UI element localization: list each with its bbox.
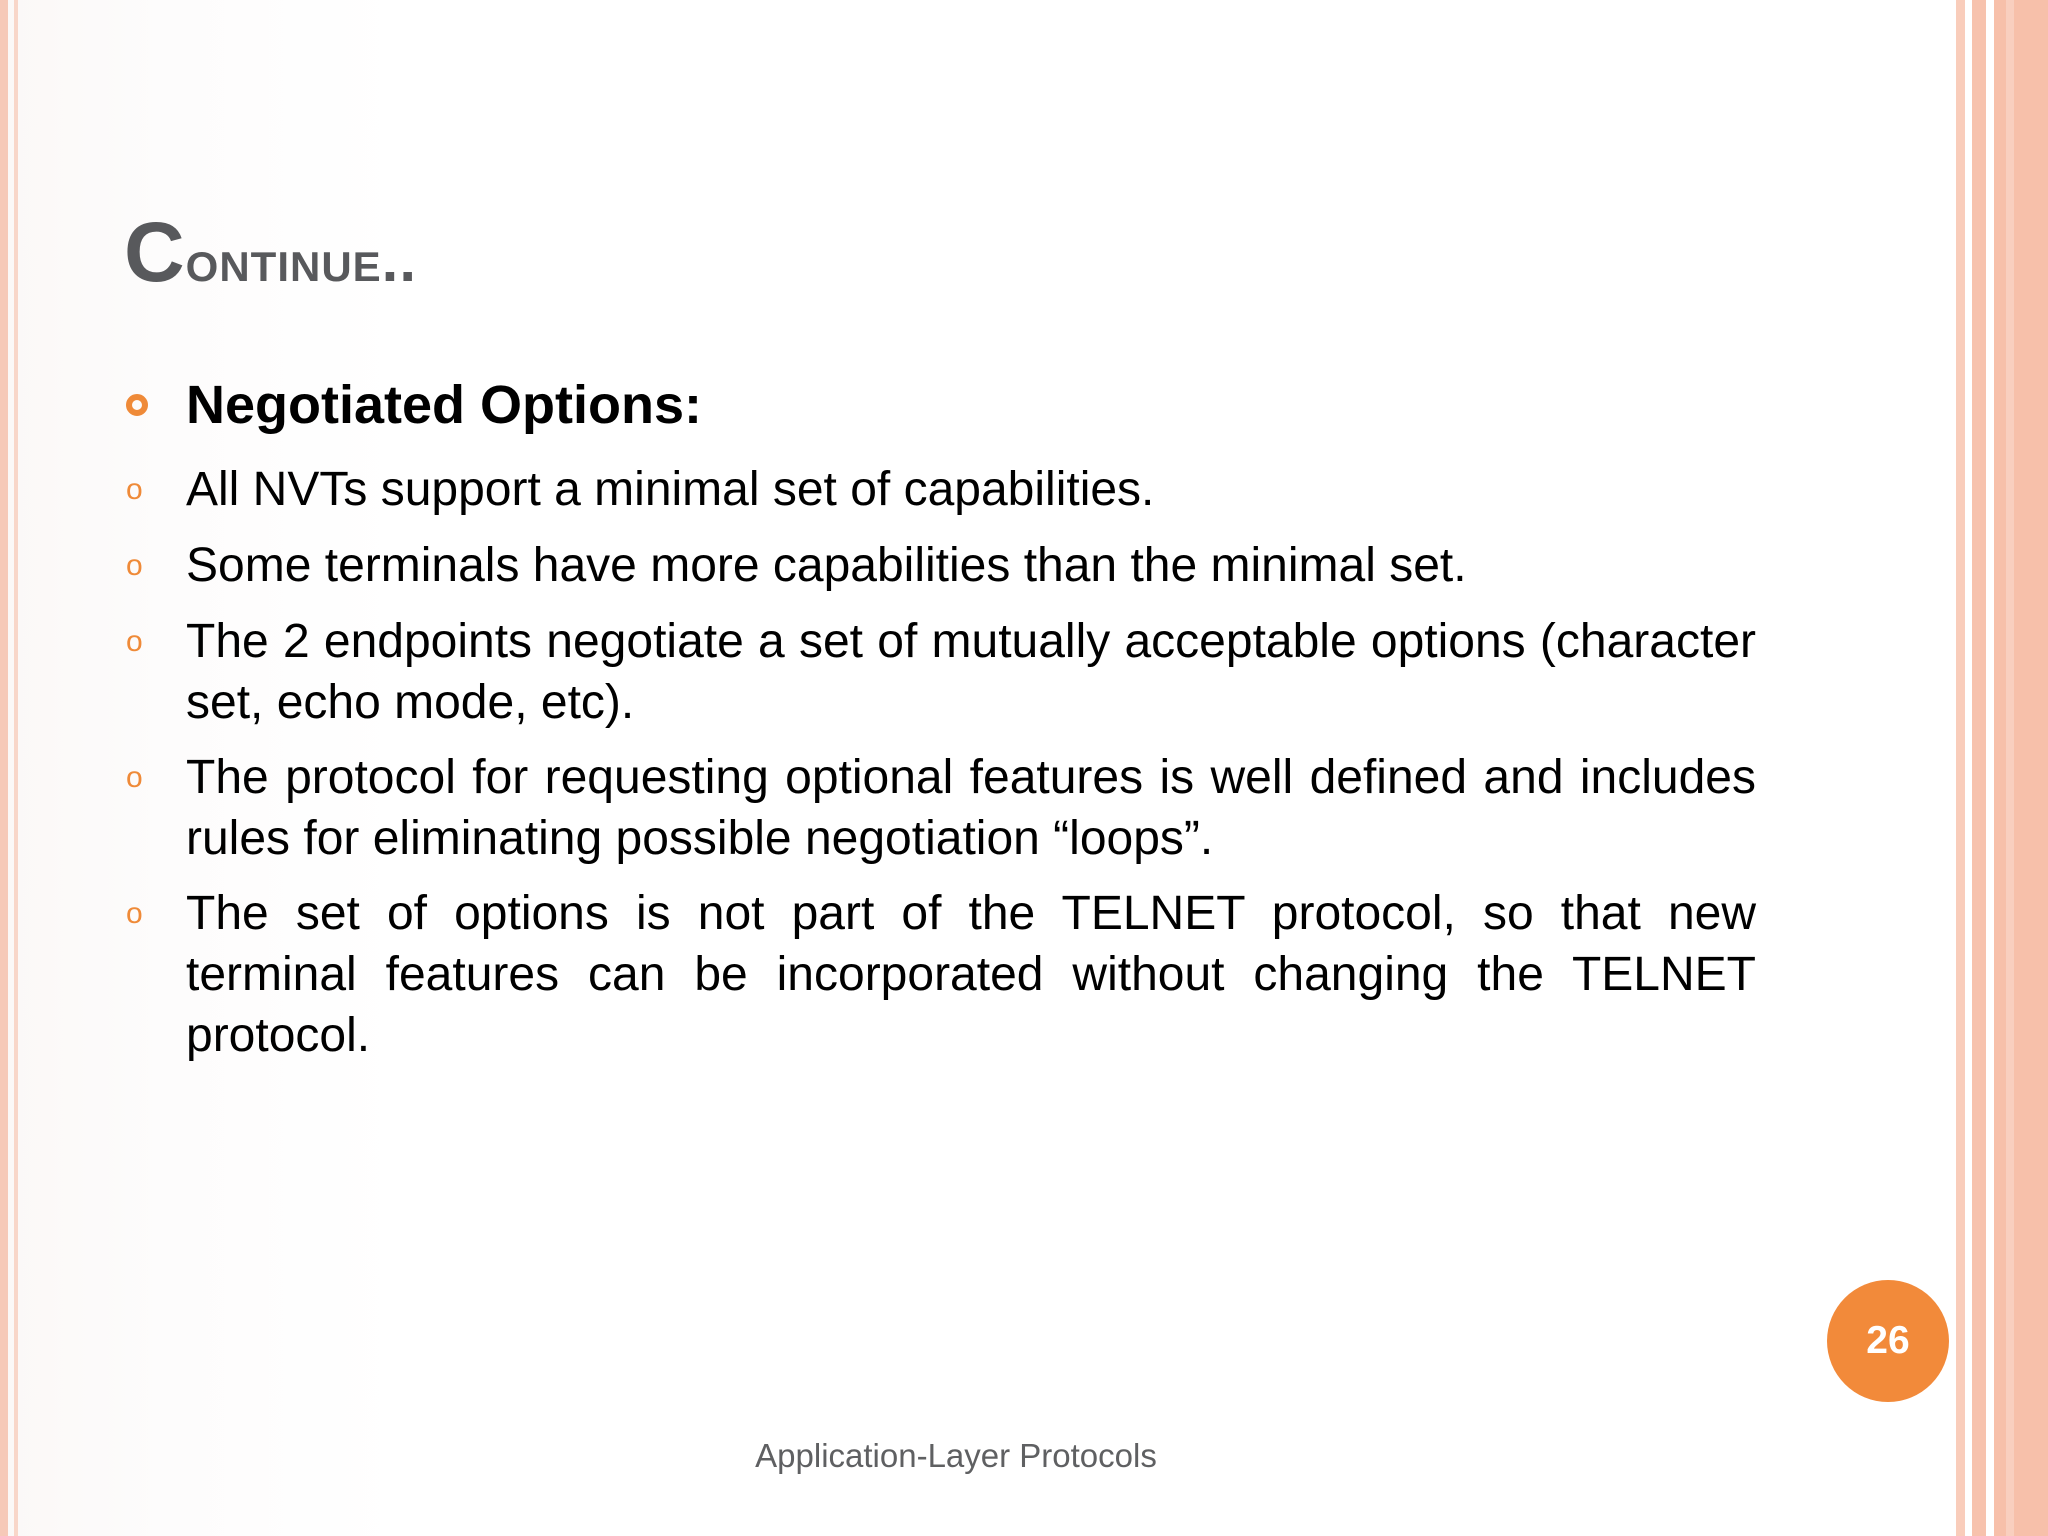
main-bullet-label: Negotiated Options: <box>186 375 702 435</box>
page-number-badge: 26 <box>1827 1280 1949 1402</box>
circle-bullet-icon: o <box>126 897 143 930</box>
list-item-text: The protocol for requesting optional features is well defined and includes rules for eliminating possible negotiation “loops”. <box>186 751 1756 865</box>
title-initial: C <box>124 205 186 299</box>
footer-text: Application-Layer Protocols <box>755 1437 1157 1474</box>
list-item <box>124 883 1756 1066</box>
list-item-text: The set of options is not part of the TELNET protocol, so that new terminal features can be incorporated without changing the TELNET protocol. <box>186 887 1756 1062</box>
list-item <box>124 747 1756 869</box>
slide-title <box>124 205 418 299</box>
ring-bullet-icon <box>126 394 148 416</box>
left-border-line <box>0 0 8 1536</box>
list-item-text: The 2 endpoints negotiate a set of mutually acceptable options (character set, echo mode, etc). <box>186 615 1756 729</box>
slide-content <box>124 365 1756 1066</box>
list-item-text: Some terminals have more capabilities than the minimal set. <box>186 539 1467 592</box>
circle-bullet-icon: o <box>126 625 143 658</box>
circle-bullet-icon: o <box>126 761 143 794</box>
circle-bullet-icon: o <box>126 549 143 582</box>
main-bullet-item <box>124 365 1756 445</box>
list-item <box>124 611 1756 733</box>
right-border-stripe-light <box>2006 0 2014 1536</box>
list-item <box>124 535 1756 597</box>
right-border-stripe <box>1972 0 1986 1536</box>
left-border-line-inner <box>14 0 18 1536</box>
right-border-band <box>1994 0 2048 1536</box>
title-rest: ontinue.. <box>185 227 418 294</box>
list-item-text: All NVTs support a minimal set of capabilities. <box>186 463 1155 516</box>
list-item <box>124 459 1756 521</box>
right-border-stripe <box>1956 0 1965 1536</box>
circle-bullet-icon: o <box>126 473 143 506</box>
